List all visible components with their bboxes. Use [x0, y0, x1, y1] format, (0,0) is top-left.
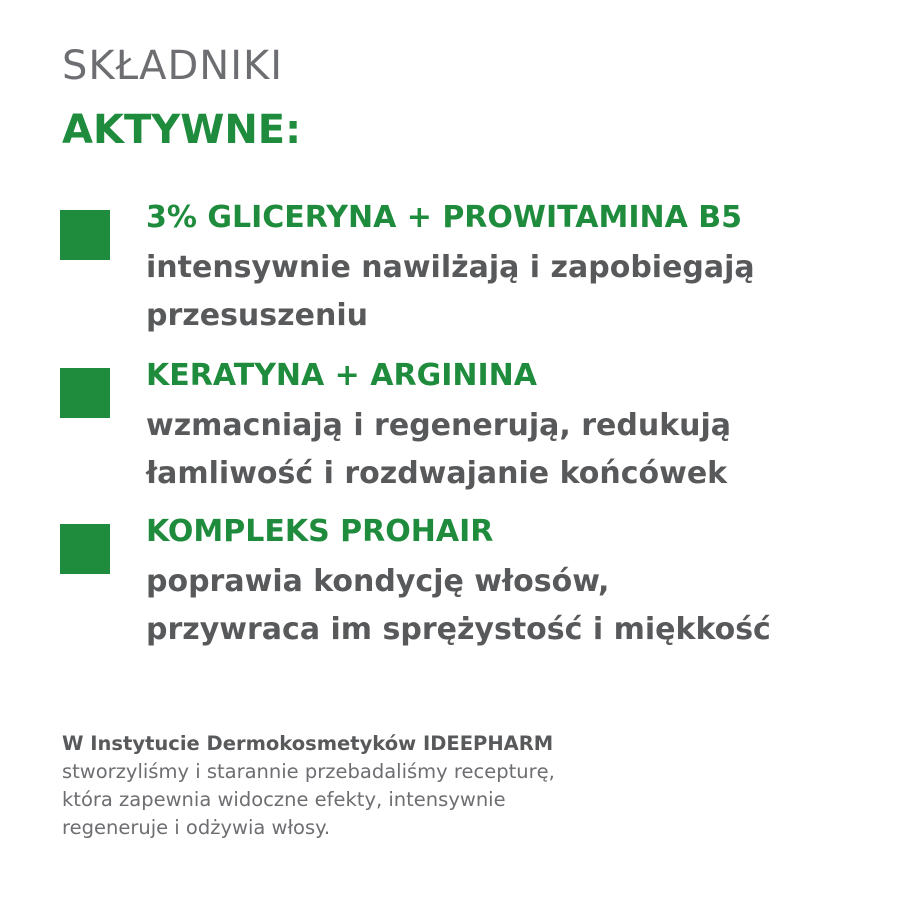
ingredient-description-line: przesuszeniu	[146, 298, 368, 333]
bullet-square-icon	[60, 524, 110, 574]
footer-line: regeneruje i odżywia włosy.	[62, 816, 331, 839]
footer-line: stworzyliśmy i starannie przebadaliśmy recepturę,	[62, 760, 555, 783]
ingredient-name: KOMPLEKS PROHAIR	[146, 514, 494, 549]
ingredient-description-line: przywraca im sprężystość i miękkość	[146, 612, 771, 647]
ingredient-description-line: intensywnie nawilżają i zapobiegają	[146, 250, 755, 285]
ingredient-description	[146, 244, 755, 340]
heading-line-1: SKŁADNIKI	[62, 43, 284, 89]
ingredient-name: KERATYNA + ARGININA	[146, 358, 537, 393]
ingredient-name: 3% GLICERYNA + PROWITAMINA B5	[146, 200, 743, 235]
ingredient-description-line: poprawia kondycję włosów,	[146, 564, 610, 599]
ingredient-description-line: wzmacniają i regenerują, redukują	[146, 408, 732, 443]
ingredient-description	[146, 402, 731, 498]
bullet-square-icon	[60, 210, 110, 260]
footer-strong-line: W Instytucie Dermokosmetyków IDEEPHARM	[62, 732, 554, 755]
ingredient-description-line: łamliwość i rozdwajanie końcówek	[146, 456, 728, 491]
footer-line: która zapewnia widoczne efekty, intensywnie	[62, 788, 506, 811]
ingredient-description	[146, 558, 771, 654]
heading-line-2: AKTYWNE:	[62, 107, 302, 153]
bullet-square-icon	[60, 368, 110, 418]
footer-note	[62, 730, 862, 842]
